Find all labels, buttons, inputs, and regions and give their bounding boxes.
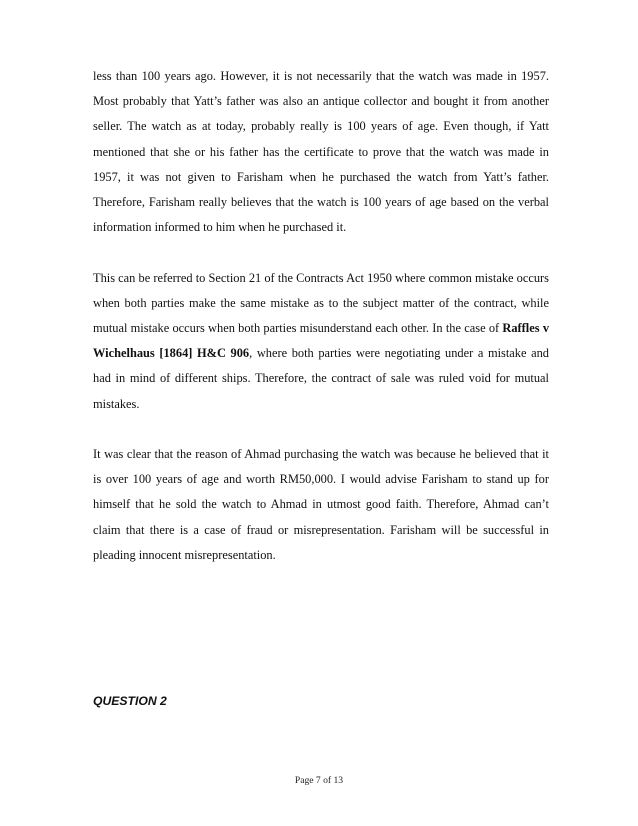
paragraph-conclusion [93,442,549,568]
page-number: Page 7 of 13 [294,775,344,786]
paragraph-contracts-act [93,266,549,417]
question-heading: QUESTION 2 [93,694,167,708]
body-text [93,64,549,593]
paragraph-contracts-act-text-before: This can be referred to Section 21 of the Contracts Act 1950 where common mistake occurs when both parties make the same mistake as to the subject matter of the contract, while mutual mistake occurs when both parties misunderstand each other. In the case of [93,270,549,336]
paragraph-watch-age-text: less than 100 years ago. However, it is not necessarily that the watch was made in 1957. Most probably that Yatt’s father was also an antique collector and bought it from another seller. The watch as at today, probably really is 100 years of age. Even though, if Yatt mentioned that she or his father has the certificate to prove that the watch was made in 1957, it was not given to Farisham when he purchased the watch from Yatt’s father. Therefore, Farisham really believes that the watch is 100 years of age based on the verbal information informed to him when he purchased it. [93,69,549,235]
case-citation: Raffles v Wichelhaus [1864] H&C 906 [93,321,550,361]
page-footer [0,775,638,786]
paragraph-contracts-act-text-after: , where both parties were negotiating under a mistake and had in mind of different ships. Therefore, the contract of sale was ruled void for mutual mistakes. [93,346,549,411]
paragraph-conclusion-text: It was clear that the reason of Ahmad purchasing the watch was because he believed that it is over 100 years of age and worth RM50,000. I would advise Farisham to stand up for himself that he sold the watch to Ahmad in utmost good faith. Therefore, Ahmad can’t claim that there is a case of fraud or misrepresentation. Farisham will be successful in pleading innocent misrepresentation. [93,447,549,562]
paragraph-watch-age [93,64,549,240]
